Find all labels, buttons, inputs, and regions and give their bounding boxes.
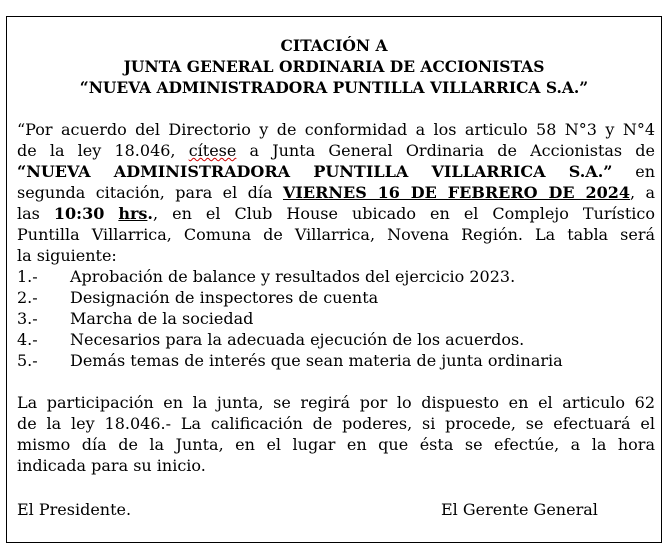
agenda-item-text: Necesarios para la adecuada ejecución de los acuerdos. [70, 330, 525, 349]
meeting-date: VIERNES 16 DE FEBRERO DE 2024 [282, 183, 630, 202]
agenda-item-number: 4.- [17, 330, 38, 349]
body-line-4-b: , a [629, 183, 656, 202]
closing-line-1: La participación en la junta, se regirá por lo dispuesto en el articulo 62 [17, 393, 655, 412]
meeting-time-unit: hrs [118, 204, 148, 223]
body-line-4-a: segunda citación, para el día [17, 183, 283, 202]
company-name: “NUEVA ADMINISTRADORA PUNTILLA VILLARRICA S.A.” [17, 162, 613, 181]
body-line-6: Puntilla Villarrica, Comuna de Villarrica, Novena Región. La tabla será [17, 225, 655, 244]
closing-line-2: de la ley 18.046.- La calificación de poderes, si procede, se efectuará el [17, 414, 655, 433]
signature-general-manager: El Gerente General [441, 500, 598, 519]
meeting-time: 10:30 [53, 204, 105, 223]
body-line-5-b: , en el Club House ubicado en el Complejo Turístico [153, 204, 656, 223]
body-line-5-a: las [17, 204, 54, 223]
agenda-item-number: 3.- [17, 309, 38, 328]
notice-title-line3: “NUEVA ADMINISTRADORA PUNTILLA VILLARRICA S.A.” [79, 78, 589, 97]
agenda-item-text: Demás temas de interés que sean materia de junta ordinaria [70, 351, 563, 370]
body-line-3 [17, 161, 655, 182]
closing-line-3: mismo día de la Junta, en el lugar en que ésta se efectúe, a la hora [17, 435, 655, 454]
body-line-4 [17, 182, 655, 203]
agenda-item-text: Aprobación de balance y resultados del ejercicio 2023. [70, 267, 516, 286]
agenda-item-text: Marcha de la sociedad [70, 309, 254, 328]
agenda-item-number: 1.- [17, 267, 38, 286]
agenda-item-number: 5.- [17, 351, 38, 370]
body-line-2-b: a Junta General Ordinaria de Accionistas de [236, 141, 656, 160]
body-line-2 [17, 140, 655, 161]
meeting-time-dot: . [147, 204, 153, 223]
body-line-3-b: en [612, 162, 656, 181]
body-line-5 [17, 203, 655, 224]
notice-title-line1: CITACIÓN A [280, 36, 388, 55]
body-line-2-a: de la ley 18.046, [17, 141, 189, 160]
spellcheck-word: cítese [188, 141, 237, 160]
body-line-7: la siguiente: [17, 246, 117, 265]
agenda-item-number: 2.- [17, 288, 38, 307]
closing-line-4: indicada para su inicio. [17, 456, 206, 475]
notice-frame [6, 16, 662, 543]
signature-president: El Presidente. [17, 500, 132, 519]
body-line-1: “Por acuerdo del Directorio y de conformidad a los articulo 58 N°3 y N°4 [17, 120, 655, 139]
notice-title-line2: JUNTA GENERAL ORDINARIA DE ACCIONISTAS [123, 57, 545, 76]
agenda-item-text: Designación de inspectores de cuenta [70, 288, 379, 307]
